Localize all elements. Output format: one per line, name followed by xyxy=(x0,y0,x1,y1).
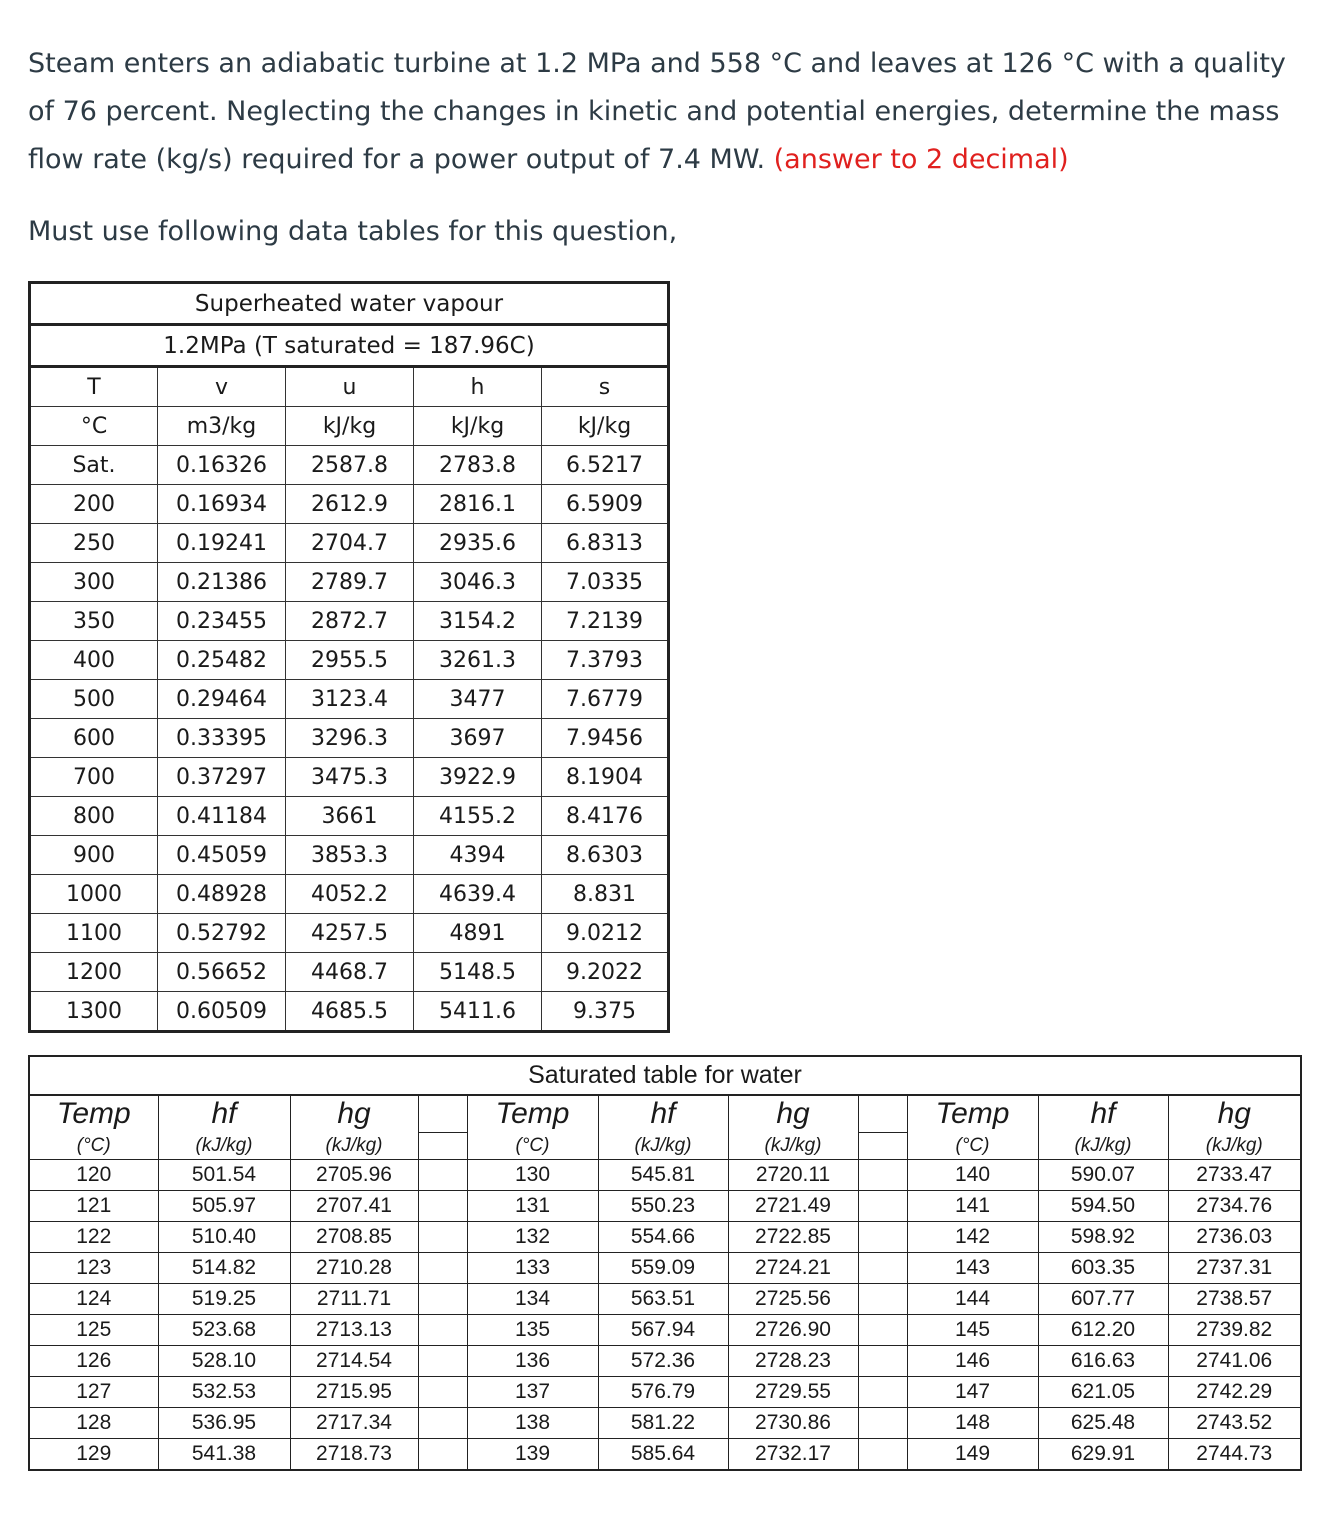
table-cell: 2721.49 xyxy=(728,1191,858,1222)
table-cell: 2713.13 xyxy=(290,1315,418,1346)
spacer-cell xyxy=(418,1191,467,1222)
table-cell: 532.53 xyxy=(158,1377,290,1408)
table-row xyxy=(29,1315,1301,1346)
col-header: Temp xyxy=(29,1095,158,1133)
spacer-cell xyxy=(858,1346,907,1377)
table-cell: 616.63 xyxy=(1038,1346,1168,1377)
table-cell: 149 xyxy=(907,1439,1038,1471)
table-cell: 3475.3 xyxy=(286,758,414,797)
col-header-u: u xyxy=(286,367,414,407)
col-header: Temp xyxy=(467,1095,598,1133)
table-cell: 621.05 xyxy=(1038,1377,1168,1408)
col-header: hg xyxy=(1168,1095,1301,1133)
table-cell: 5148.5 xyxy=(414,953,542,992)
table-cell: 0.56652 xyxy=(158,953,286,992)
col-unit: (kJ/kg) xyxy=(598,1133,728,1160)
table-cell: 2722.85 xyxy=(728,1222,858,1253)
table-cell: 4155.2 xyxy=(414,797,542,836)
saturated-header-row xyxy=(29,1095,1301,1133)
superheated-subtitle: 1.2MPa (T saturated = 187.96C) xyxy=(30,325,669,367)
spacer-cell xyxy=(858,1253,907,1284)
table-cell: 6.5217 xyxy=(542,446,669,485)
col-header-v: v xyxy=(158,367,286,407)
table-cell: 4468.7 xyxy=(286,953,414,992)
table-cell: 7.0335 xyxy=(542,563,669,602)
table-cell: 2714.54 xyxy=(290,1346,418,1377)
spacer-cell xyxy=(858,1408,907,1439)
col-header: hf xyxy=(598,1095,728,1133)
table-cell: 550.23 xyxy=(598,1191,728,1222)
table-cell: 128 xyxy=(29,1408,158,1439)
table-cell: 559.09 xyxy=(598,1253,728,1284)
table-cell: 125 xyxy=(29,1315,158,1346)
superheated-title: Superheated water vapour xyxy=(30,283,669,325)
table-cell: 9.375 xyxy=(542,992,669,1032)
table-cell: 6.8313 xyxy=(542,524,669,563)
table-cell: 131 xyxy=(467,1191,598,1222)
answer-precision-note: (answer to 2 decimal) xyxy=(773,144,1069,175)
table-cell: 1100 xyxy=(30,914,158,953)
table-cell: 2705.96 xyxy=(290,1160,418,1191)
table-cell: 2587.8 xyxy=(286,446,414,485)
table-cell: 7.6779 xyxy=(542,680,669,719)
spacer-cell xyxy=(418,1346,467,1377)
table-cell: 2734.76 xyxy=(1168,1191,1301,1222)
spacer-cell xyxy=(418,1133,467,1160)
table-cell: 2718.73 xyxy=(290,1439,418,1471)
table-cell: 2725.56 xyxy=(728,1284,858,1315)
table-cell: 545.81 xyxy=(598,1160,728,1191)
table-cell: 132 xyxy=(467,1222,598,1253)
spacer-cell xyxy=(418,1284,467,1315)
table-cell: 800 xyxy=(30,797,158,836)
table-cell: 500 xyxy=(30,680,158,719)
table-row xyxy=(29,1222,1301,1253)
saturated-title: Saturated table for water xyxy=(29,1056,1301,1095)
table-cell: 585.64 xyxy=(598,1439,728,1471)
table-cell: 0.45059 xyxy=(158,836,286,875)
table-cell: 3697 xyxy=(414,719,542,758)
table-cell: 139 xyxy=(467,1439,598,1471)
table-cell: 2739.82 xyxy=(1168,1315,1301,1346)
table-cell: 2732.17 xyxy=(728,1439,858,1471)
saturated-unit-row xyxy=(29,1133,1301,1160)
table-cell: 138 xyxy=(467,1408,598,1439)
table-cell: 700 xyxy=(30,758,158,797)
table-row xyxy=(30,602,669,641)
table-row xyxy=(29,1160,1301,1191)
col-header: hg xyxy=(290,1095,418,1133)
spacer-cell xyxy=(858,1222,907,1253)
table-cell: 2955.5 xyxy=(286,641,414,680)
table-cell: 536.95 xyxy=(158,1408,290,1439)
table-cell: 4685.5 xyxy=(286,992,414,1032)
table-row xyxy=(30,875,669,914)
table-cell: 2726.90 xyxy=(728,1315,858,1346)
table-cell: 0.19241 xyxy=(158,524,286,563)
table-cell: 2816.1 xyxy=(414,485,542,524)
spacer-cell xyxy=(858,1315,907,1346)
table-cell: 1300 xyxy=(30,992,158,1032)
table-row xyxy=(29,1439,1301,1471)
table-cell: 0.25482 xyxy=(158,641,286,680)
table-cell: 2720.11 xyxy=(728,1160,858,1191)
table-cell: 9.2022 xyxy=(542,953,669,992)
table-cell: 137 xyxy=(467,1377,598,1408)
spacer-cell xyxy=(418,1315,467,1346)
table-cell: 501.54 xyxy=(158,1160,290,1191)
spacer-cell xyxy=(418,1095,467,1133)
col-header: hg xyxy=(728,1095,858,1133)
table-cell: 4891 xyxy=(414,914,542,953)
spacer-cell xyxy=(858,1191,907,1222)
table-cell: 148 xyxy=(907,1408,1038,1439)
table-cell: 603.35 xyxy=(1038,1253,1168,1284)
table-cell: 124 xyxy=(29,1284,158,1315)
spacer-cell xyxy=(858,1133,907,1160)
table-cell: 607.77 xyxy=(1038,1284,1168,1315)
table-cell: 0.52792 xyxy=(158,914,286,953)
table-cell: 514.82 xyxy=(158,1253,290,1284)
table-cell: 581.22 xyxy=(598,1408,728,1439)
table-cell: 2728.23 xyxy=(728,1346,858,1377)
table-cell: 2783.8 xyxy=(414,446,542,485)
table-cell: 143 xyxy=(907,1253,1038,1284)
table-cell: 598.92 xyxy=(1038,1222,1168,1253)
table-cell: 0.48928 xyxy=(158,875,286,914)
table-row xyxy=(30,797,669,836)
table-cell: 0.23455 xyxy=(158,602,286,641)
table-cell: 3123.4 xyxy=(286,680,414,719)
col-unit: (kJ/kg) xyxy=(728,1133,858,1160)
spacer-cell xyxy=(858,1377,907,1408)
table-cell: 612.20 xyxy=(1038,1315,1168,1346)
table-cell: 8.1904 xyxy=(542,758,669,797)
table-cell: 2708.85 xyxy=(290,1222,418,1253)
col-unit: (kJ/kg) xyxy=(158,1133,290,1160)
superheated-table xyxy=(28,281,670,1033)
instruction-text: Must use following data tables for this question, xyxy=(28,216,678,247)
table-row xyxy=(30,446,669,485)
table-cell: 141 xyxy=(907,1191,1038,1222)
table-cell: 1000 xyxy=(30,875,158,914)
table-row xyxy=(29,1253,1301,1284)
table-row xyxy=(30,836,669,875)
col-header-t: T xyxy=(30,367,158,407)
table-cell: 2872.7 xyxy=(286,602,414,641)
spacer-cell xyxy=(418,1222,467,1253)
table-cell: 625.48 xyxy=(1038,1408,1168,1439)
spacer-cell xyxy=(858,1284,907,1315)
col-header: Temp xyxy=(907,1095,1038,1133)
table-cell: 5411.6 xyxy=(414,992,542,1032)
table-row xyxy=(29,1408,1301,1439)
unit-t: °C xyxy=(30,407,158,446)
table-cell: 200 xyxy=(30,485,158,524)
table-cell: 136 xyxy=(467,1346,598,1377)
table-cell: 2707.41 xyxy=(290,1191,418,1222)
table-cell: 3922.9 xyxy=(414,758,542,797)
table-cell: Sat. xyxy=(30,446,158,485)
table-cell: 2789.7 xyxy=(286,563,414,602)
table-cell: 505.97 xyxy=(158,1191,290,1222)
table-cell: 2743.52 xyxy=(1168,1408,1301,1439)
col-unit: (°C) xyxy=(29,1133,158,1160)
table-cell: 146 xyxy=(907,1346,1038,1377)
table-cell: 554.66 xyxy=(598,1222,728,1253)
col-unit: (°C) xyxy=(467,1133,598,1160)
table-cell: 541.38 xyxy=(158,1439,290,1471)
table-cell: 2612.9 xyxy=(286,485,414,524)
table-cell: 528.10 xyxy=(158,1346,290,1377)
table-cell: 576.79 xyxy=(598,1377,728,1408)
table-cell: 8.4176 xyxy=(542,797,669,836)
table-cell: 629.91 xyxy=(1038,1439,1168,1471)
col-unit: (kJ/kg) xyxy=(1168,1133,1301,1160)
spacer-cell xyxy=(418,1439,467,1471)
table-cell: 4394 xyxy=(414,836,542,875)
table-cell: 2737.31 xyxy=(1168,1253,1301,1284)
table-cell: 0.21386 xyxy=(158,563,286,602)
table-cell: 572.36 xyxy=(598,1346,728,1377)
spacer-cell xyxy=(858,1439,907,1471)
saturated-table xyxy=(28,1055,1302,1471)
table-cell: 120 xyxy=(29,1160,158,1191)
table-cell: 4257.5 xyxy=(286,914,414,953)
table-cell: 140 xyxy=(907,1160,1038,1191)
table-cell: 0.29464 xyxy=(158,680,286,719)
table-cell: 135 xyxy=(467,1315,598,1346)
table-row xyxy=(30,719,669,758)
table-cell: 563.51 xyxy=(598,1284,728,1315)
table-cell: 2742.29 xyxy=(1168,1377,1301,1408)
table-row xyxy=(30,758,669,797)
question-body: Steam enters an adiabatic turbine at 1.2 MPa and 558 °C and leaves at 126 °C with a quality of 76 percent. Neglecting the changes in kinetic and potential energies, determine the mass flow rate (kg/s) required for a power output of 7.4 MW. xyxy=(28,48,1286,175)
col-unit: (kJ/kg) xyxy=(1038,1133,1168,1160)
spacer-cell xyxy=(858,1160,907,1191)
table-row xyxy=(30,992,669,1032)
table-cell: 2724.21 xyxy=(728,1253,858,1284)
unit-s: kJ/kg xyxy=(542,407,669,446)
table-cell: 519.25 xyxy=(158,1284,290,1315)
table-cell: 3261.3 xyxy=(414,641,542,680)
table-cell: 523.68 xyxy=(158,1315,290,1346)
table-row xyxy=(30,680,669,719)
table-cell: 2741.06 xyxy=(1168,1346,1301,1377)
table-cell: 145 xyxy=(907,1315,1038,1346)
table-row xyxy=(30,524,669,563)
col-header-s: s xyxy=(542,367,669,407)
table-cell: 122 xyxy=(29,1222,158,1253)
table-cell: 144 xyxy=(907,1284,1038,1315)
spacer-cell xyxy=(418,1377,467,1408)
spacer-cell xyxy=(858,1095,907,1133)
table-cell: 2715.95 xyxy=(290,1377,418,1408)
table-cell: 590.07 xyxy=(1038,1160,1168,1191)
table-cell: 594.50 xyxy=(1038,1191,1168,1222)
table-cell: 0.37297 xyxy=(158,758,286,797)
table-row xyxy=(30,641,669,680)
question-text xyxy=(28,40,1308,184)
table-cell: 127 xyxy=(29,1377,158,1408)
table-cell: 3853.3 xyxy=(286,836,414,875)
table-cell: 2736.03 xyxy=(1168,1222,1301,1253)
spacer-cell xyxy=(418,1253,467,1284)
table-row xyxy=(30,953,669,992)
table-cell: 600 xyxy=(30,719,158,758)
table-cell: 2738.57 xyxy=(1168,1284,1301,1315)
table-cell: 2744.73 xyxy=(1168,1439,1301,1471)
table-cell: 3154.2 xyxy=(414,602,542,641)
table-cell: 134 xyxy=(467,1284,598,1315)
table-cell: 3296.3 xyxy=(286,719,414,758)
table-cell: 0.16934 xyxy=(158,485,286,524)
table-cell: 2711.71 xyxy=(290,1284,418,1315)
table-cell: 2729.55 xyxy=(728,1377,858,1408)
spacer-cell xyxy=(418,1160,467,1191)
table-row xyxy=(30,485,669,524)
table-cell: 123 xyxy=(29,1253,158,1284)
table-cell: 510.40 xyxy=(158,1222,290,1253)
table-cell: 129 xyxy=(29,1439,158,1471)
table-cell: 6.5909 xyxy=(542,485,669,524)
table-cell: 0.41184 xyxy=(158,797,286,836)
table-row xyxy=(29,1346,1301,1377)
unit-h: kJ/kg xyxy=(414,407,542,446)
table-cell: 2717.34 xyxy=(290,1408,418,1439)
table-cell: 8.6303 xyxy=(542,836,669,875)
table-cell: 7.3793 xyxy=(542,641,669,680)
table-cell: 121 xyxy=(29,1191,158,1222)
col-header: hf xyxy=(158,1095,290,1133)
table-cell: 4639.4 xyxy=(414,875,542,914)
table-cell: 147 xyxy=(907,1377,1038,1408)
spacer-cell xyxy=(418,1408,467,1439)
table-cell: 2733.47 xyxy=(1168,1160,1301,1191)
table-row xyxy=(30,563,669,602)
table-cell: 900 xyxy=(30,836,158,875)
table-cell: 9.0212 xyxy=(542,914,669,953)
table-cell: 126 xyxy=(29,1346,158,1377)
table-cell: 7.2139 xyxy=(542,602,669,641)
table-cell: 3477 xyxy=(414,680,542,719)
table-cell: 4052.2 xyxy=(286,875,414,914)
table-cell: 130 xyxy=(467,1160,598,1191)
table-cell: 300 xyxy=(30,563,158,602)
table-row xyxy=(30,914,669,953)
col-unit: (°C) xyxy=(907,1133,1038,1160)
table-cell: 133 xyxy=(467,1253,598,1284)
table-cell: 142 xyxy=(907,1222,1038,1253)
table-cell: 2730.86 xyxy=(728,1408,858,1439)
table-row xyxy=(29,1191,1301,1222)
table-cell: 0.16326 xyxy=(158,446,286,485)
col-unit: (kJ/kg) xyxy=(290,1133,418,1160)
table-cell: 1200 xyxy=(30,953,158,992)
col-header-h: h xyxy=(414,367,542,407)
table-cell: 2710.28 xyxy=(290,1253,418,1284)
table-cell: 250 xyxy=(30,524,158,563)
table-cell: 2935.6 xyxy=(414,524,542,563)
unit-u: kJ/kg xyxy=(286,407,414,446)
table-cell: 7.9456 xyxy=(542,719,669,758)
table-cell: 567.94 xyxy=(598,1315,728,1346)
table-cell: 0.33395 xyxy=(158,719,286,758)
table-cell: 0.60509 xyxy=(158,992,286,1032)
table-row xyxy=(29,1377,1301,1408)
table-cell: 350 xyxy=(30,602,158,641)
table-cell: 400 xyxy=(30,641,158,680)
table-cell: 3661 xyxy=(286,797,414,836)
table-row xyxy=(29,1284,1301,1315)
table-cell: 2704.7 xyxy=(286,524,414,563)
table-cell: 3046.3 xyxy=(414,563,542,602)
unit-v: m3/kg xyxy=(158,407,286,446)
table-cell: 8.831 xyxy=(542,875,669,914)
col-header: hf xyxy=(1038,1095,1168,1133)
